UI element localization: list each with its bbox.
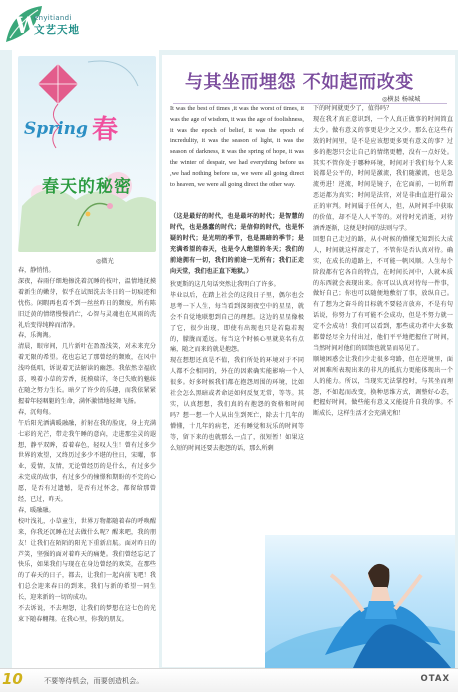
left-article-title: 春天的秘密: [42, 177, 132, 197]
woman-in-blue-dress-icon: [265, 535, 455, 668]
section-tab: [34, 14, 80, 37]
right-author: ◎横县 杨城城: [382, 96, 421, 103]
decorative-photo: [265, 535, 455, 668]
section-pinyin: enyitiandi: [34, 14, 72, 22]
spring-word: Spring: [24, 119, 88, 139]
spring-illustration: [18, 56, 156, 252]
quote-english: It was the best of times ,it was the worst of times, it was the age of wisdom, it was the age of foolishness, it was the epoch of belief, it was the epoch of incredulity, it was the season of light, it was the season of darkness, it was the spring of hope, it was the winter of despair, we had everything before us ,we had nothing before us, we were all going direct to heaven, we were all going direct the other way.: [170, 105, 304, 188]
quote-chinese: （这是最好的时代，也是最坏的时代；是智慧的时代，也是愚蠢的时代；是信仰的时代，也是怀疑的时代；是光明的季节，也是黑暗的季节；是充满希望的春天，也是令人绝望的冬天；我们的前途拥有一切，我们的前途一无所有；我们正走向天堂，我们也正直下地狱。）: [170, 213, 304, 275]
left-author: ◎微光: [96, 258, 114, 265]
right-col1-body: 狄更斯的这几句话突然让我明白了许多。 毕业以后，在踏上社会的这段日子里，偶尔也会思考一下人生，每当看到深刻夜空中的星星，就会不自觉地联想到自己的理想。这边的星星像极了它，很少出现，即使有出现也只是若隐若现的，朦胧而遥远。每当这个时候心里就莫名有点痛，随之而来的就是抱怨。 现在想想还真是不值，我们所处的环境对于不同人都不会相同的，外在的因素确实能影响一个人很多。好多时候我们都在抱怨周围的环境，比如社会怎么黑暗或者命运如何反复无常，等等。其实，认真想想，我们真的有抱怨的资格和时间吗？想一想一个人从出生到死亡，除去十几年的懵懂，十几年的病老，还有睡觉和玩乐的时间等等，留下来的也就那么一点了，很短暂！如果这么短的时间还要去抱怨的话，那么所剩: [170, 281, 304, 452]
spring-char: 春: [92, 115, 119, 145]
brand-logo: OTAX: [420, 674, 450, 684]
left-article-body: 春，静悄悄。 深夜，春雨仔细地擦洗着沉睡的枝叶，温情地抚摸着新生的嫩芽，似乎在试图洗去冬日的一切痕迹和忧伤。闲暇再也看不到一丝丝昨日的颓废，所有陈旧迁黄的情绪慢慢消亡，心智与灵魂也在风雨的洗礼后变得纯粹而清净。 春，乐淘淘。 清晨，眼帘间，几片新叶在盈盈浅笑，对未来充分着无限的希望。花也忘记了那曾经的颓败，在风中浅吟低唱，诉说着无法解读的幽怨。我依然幸福欣喜，嗅着小草的芳香，抚摸瑞详，冬已失败的魅妹在随之努力生长。暗夕了许少的乐趣，而我依紧紧握着年轻咽躯的生命，满怀激情地轻舞飞扬。 春，沉甸甸。 午后阳光洒满暖融融，折射在我的脸庞，身上充满七彩的光芒，带走我午睡的意向，走进那尘灵的遐想，静平双眸，看着春色，轻叹人生！曾有过多少世界的欢望，又终历过多少不堪的往日，宋曜，事业，爱情，友情，无论曾经历的是什么，有过多少未完成的故事，有过多少的憧憬和期盼的不完的心愿，是否有过遗憾，是否有过怀念，都留给那曾经，已过，昨天。 春，暖融融。 校叶浅礼，小草童生，世界万物都随着春的呼唤醒来，你我还沉睡在过去做什么呢？醒来吧，我的朋友！让我们在陌陌的阳光下重新启航。面对昨日的芦笑，坚强的面对着昨天的痛楚。我们曾经忘记了快乐，如果我们与现在在身边曾经的欢笑，在那些的了春天的日子，都去，让我们一起向前飞吧！我们总会迎来春日的到来，我们与新的希望一同生长，迎来新的一切的成功。 不去诉说，不去埋怨，让我们的梦想在这七色的光束下随春翱翔。在我心里，你我的朋友。: [18, 267, 156, 623]
page-number: 10: [2, 670, 23, 688]
footer-slogan: 不要等待机会，而要创造机会。: [44, 676, 144, 685]
kite-illustration-icon: [18, 56, 156, 252]
right-article-title: 与其坐而埋怨 不如起而改变: [185, 72, 414, 93]
section-title: 文艺天地: [34, 24, 80, 36]
logo-letter: W: [15, 13, 40, 39]
right-col2-body: 下的时间就更少了，值得吗？ 现在我才真正意识到，一个人真正做事的时间简直太少。做有意义的事更是少之又少。那么在这些有效的时间里，是不是应该想更多更有意义的事？过多的抱怨只会让自己的情绪更糟，没有一点好处。其实不管你处于哪种环境，时间对于我们每个人来说都是公平的，时间是激流，我们随激流，也是急流勇进！逆流，时间是镜子，在它面前，一切所谓恶运都为真实；时间是法官，对是非曲直进行最公正的审判。时间属于任何人，但，从时间手中获取的价值，却不是人人平等的。对待时光消逝，对待酒香逐渐，这便是时间的法则与学。 回想自己走过的路，从小时候的懵懂无知到长大成人，时间就这样溜走了，不管你是否认真对待。确实，在成长的道路上，不可能一帆风顺。人生每个阶段都有它各自的特点，在时间长河中，人就本质的东西就会表现出来。你可以认真对待每一件事，做好自己；你也可以随便地敷衍了事，放纵自己。有了想为之奋斗的目标就不要轻言放弃，不是有句话说，你努力了有可能不会成功，但是不努力就一定不会成功！我们可以看到，那些成功者中大多数都曾经尽全力付出过，他们平平地把握住了时间，当然时间对他们的回馈也就显而易见了。 顺境困惑会让我们少走很多弯路，但在逆境里，面对困难所表现出来的非凡的抵抗力更能体现出一个人的能力。所以，当现实无法掌控时，与其坐而埋怨，不如起而改变，换种思维方式，调整好心态，把握好时间，做些能有意义又能提升自我的事。不断成长，这样生活才会充满光和！: [313, 105, 453, 418]
